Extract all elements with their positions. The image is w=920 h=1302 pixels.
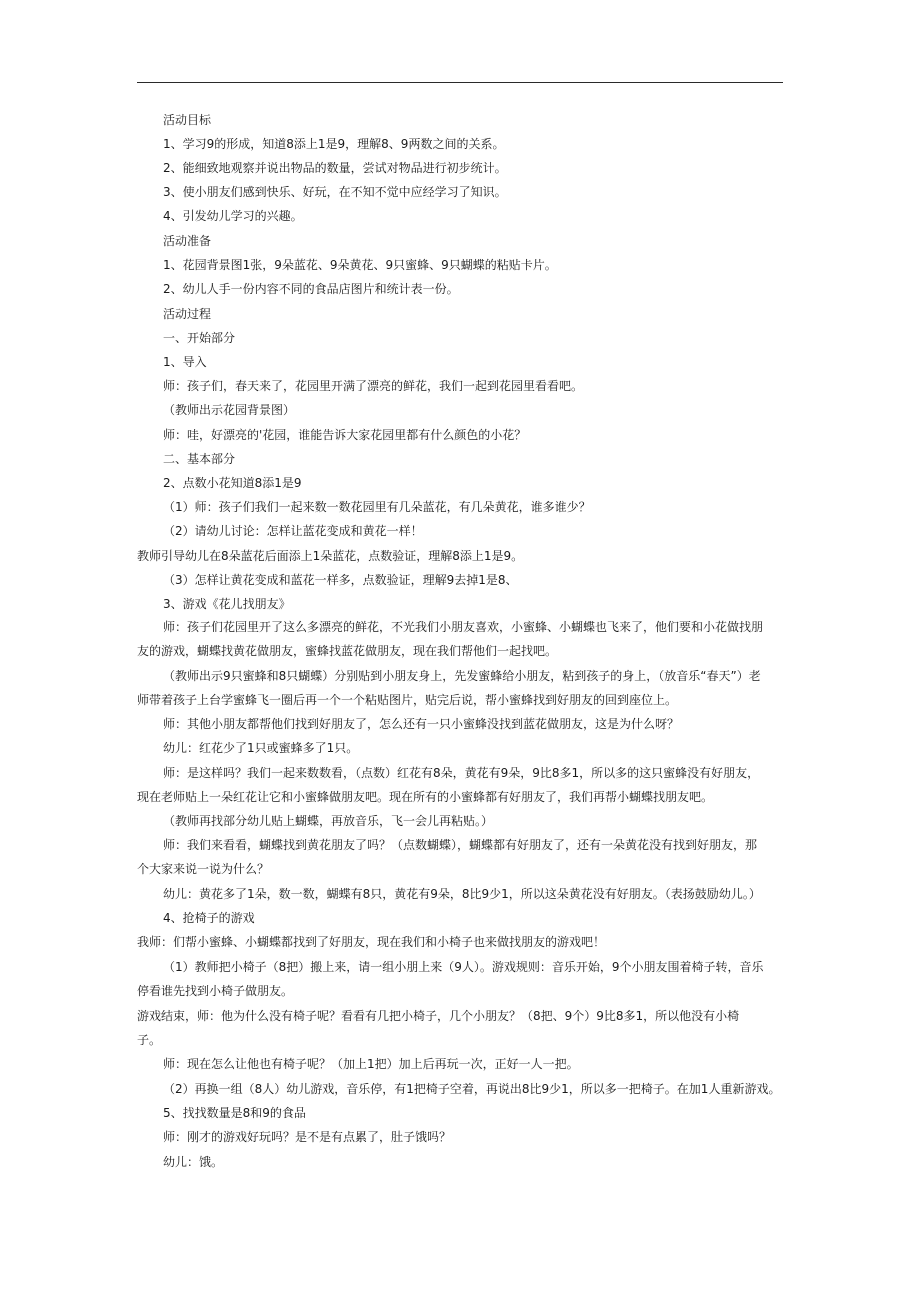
paragraph (137, 1105, 783, 1122)
paragraph (137, 1154, 783, 1171)
paragraph-line: 友的游戏，蝴蝶找黄花做朋友，蜜蜂找蓝花做朋友，现在我们帮他们一起找吧。 (137, 644, 558, 658)
text-line: 4、引发幼儿学习的兴趣。 (163, 209, 303, 223)
text-line: 活动目标 (163, 113, 212, 127)
paragraph-line: 师：其他小朋友都帮他们找到好朋友了，怎么还有一只小蜜蜂没找到蓝花做朋友，这是为什么呀？ (163, 717, 680, 731)
paragraph (137, 813, 783, 830)
paragraph-line: 游戏结束，师：他为什么没有椅子呢？看看有几把小椅子，几个小朋友？（8把、9个）9比8多1，所以他没有小椅 (137, 1009, 740, 1023)
text-line: 1、学习9的形成，知道8添上1是9，理解8、9两数之间的关系。 (163, 137, 505, 151)
top-section (137, 112, 783, 618)
paragraph-line: 现在老师贴上一朵红花让它和小蜜蜂做朋友吧。现在所有的小蜜蜂都有好朋友了，我们再帮小蝴蝶找朋友吧。 (137, 790, 714, 804)
paragraph (137, 716, 783, 733)
paragraph-line: 幼儿：饿。 (163, 1155, 224, 1169)
paragraph (137, 886, 783, 903)
text-line: 师：孩子们，春天来了，花园里开满了漂亮的鲜花，我们一起到花园里看看吧。 (163, 379, 584, 393)
text-line: 2、幼儿人手一份内容不同的食品店图片和统计表一份。 (163, 282, 459, 296)
text-line: 教师引导幼儿在8朵蓝花后面添上1朵蓝花，点数验证，理解8添上1是9。 (137, 549, 524, 563)
text-line: 一、开始部分 (163, 331, 236, 345)
paragraph-line: 停看谁先找到小椅子做朋友。 (137, 984, 294, 998)
text-line: （3）怎样让黄花变成和蓝花一样多，点数验证，理解9去掉1是8、 (163, 573, 518, 587)
document-body (137, 112, 783, 1169)
paragraph (137, 934, 783, 951)
paragraph-line: 个大家来说一说为什么？ (137, 862, 270, 876)
text-line: （2）请幼儿讨论：怎样让蓝花变成和黄花一样！ (163, 524, 423, 538)
text-line: 活动准备 (163, 234, 212, 248)
paragraph-line: （教师再找部分幼儿贴上蝴蝶，再放音乐，飞一会儿再粘贴。） (163, 814, 494, 828)
text-line: 1、花园背景图1张，9朵蓝花、9朵黄花、9只蜜蜂、9只蝴蝶的粘贴卡片。 (163, 258, 557, 272)
paragraph-line: 4、抢椅子的游戏 (163, 911, 255, 925)
paragraph (137, 668, 783, 709)
text-line: 2、点数小花知道8添1是9 (163, 476, 302, 490)
text-line: （教师出示花园背景图） (163, 403, 296, 417)
paragraph-line: 师带着孩子上台学蜜蜂飞一圈后再一个一个粘贴图片，贴完后说，帮小蜜蜂找到好朋友的回到座位上。 (137, 693, 678, 707)
paragraph-line: 我师：们帮小蜜蜂、小蝴蝶都找到了好朋友，现在我们和小椅子也来做找朋友的游戏吧！ (137, 935, 606, 949)
paragraph-line: 师：刚才的游戏好玩吗？是不是有点累了，肚子饿吗？ (163, 1130, 452, 1144)
text-line: 3、游戏《花儿找朋友》 (163, 597, 291, 611)
paragraph (137, 619, 783, 660)
text-line: （1）师：孩子们我们一起来数一数花园里有几朵蓝花，有几朵黄花，谁多谁少？ (163, 500, 591, 514)
paragraph-line: 5、找找数量是8和9的食品 (163, 1106, 306, 1120)
paragraph (137, 959, 783, 1000)
paragraph (137, 1081, 783, 1098)
paragraph-line: 幼儿：红花少了1只或蜜蜂多了1只。 (163, 741, 359, 755)
paragraph-line: 师：现在怎么让他也有椅子呢？（加上1把）加上后再玩一次，正好一人一把。 (163, 1057, 579, 1071)
paragraph-line: 师：孩子们花园里开了这么多漂亮的鲜花，不光我们小朋友喜欢，小蜜蜂、小蝴蝶也飞来了，他们要和小花做找朋 (163, 620, 764, 634)
header-rule (137, 82, 783, 83)
text-line: 2、能细致地观察并说出物品的数量，尝试对物品进行初步统计。 (163, 161, 507, 175)
paragraph-line: 师：是这样吗？我们一起来数数看，（点数）红花有8朵，黄花有9朵，9比8多1，所以多的这只蜜蜂没有好朋友， (163, 766, 760, 780)
paragraph (137, 1008, 783, 1049)
paragraph (137, 1056, 783, 1073)
text-line: 1、导入 (163, 355, 207, 369)
text-line: 活动过程 (163, 307, 212, 321)
text-line: 3、使小朋友们感到快乐、好玩，在不知不觉中应经学习了知识。 (163, 185, 507, 199)
paragraph (137, 765, 783, 806)
paragraph (137, 837, 783, 878)
paragraph-line: （1）教师把小椅子（8把）搬上来，请一组小朋上来（9人）。游戏规则：音乐开始，9个小朋友围着椅子转，音乐 (163, 960, 764, 974)
paragraph-line: （2）再换一组（8人）幼儿游戏，音乐停，有1把椅子空着，再说出8比9少1，所以多一把椅子。在加1人重新游戏。 (163, 1082, 781, 1096)
paragraph (137, 1129, 783, 1146)
paragraph (137, 740, 783, 757)
paragraph-line: 幼儿：黄花多了1朵，数一数，蝴蝶有8只，黄花有9朵，8比9少1，所以这朵黄花没有好朋友。（表扬鼓励幼儿。） (163, 887, 761, 901)
paragraph (137, 910, 783, 927)
text-line: 二、基本部分 (163, 452, 236, 466)
paragraph-line: （教师出示9只蜜蜂和8只蝴蝶）分别贴到小朋友身上，先发蜜蜂给小朋友，粘到孩子的身上，（放音乐“春天”）老 (163, 669, 761, 683)
text-line: 师：哇，好漂亮的'花园，谁能告诉大家花园里都有什么颜色的小花？ (163, 428, 527, 442)
paragraph-line: 师：我们来看看，蝴蝶找到黄花朋友了吗？（点数蝴蝶），蝴蝶都有好朋友了，还有一朵黄花没有找到好朋友，那 (163, 838, 758, 852)
paragraph-line: 子。 (137, 1033, 162, 1047)
